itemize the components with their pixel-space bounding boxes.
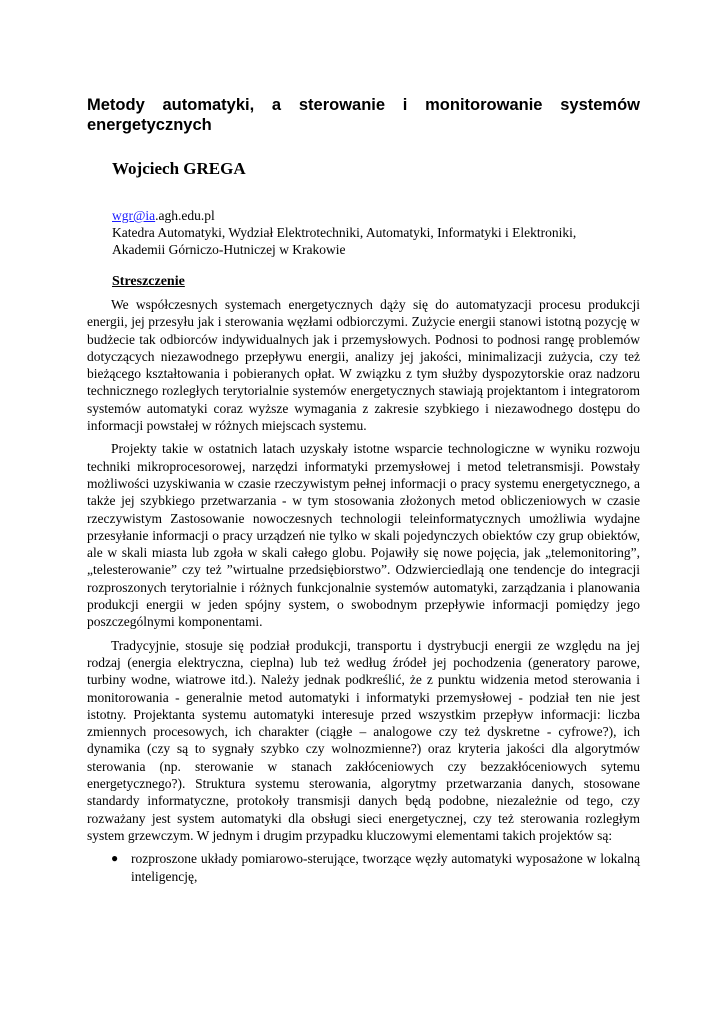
affiliation-line-1: Katedra Automatyki, Wydział Elektrotechniki, Automatyki, Informatyki i Elektroniki,	[112, 225, 577, 240]
list-item-text: rozproszone układy pomiarowo-sterujące, tworzące węzły automatyki wyposażone w lokalną inteligencję,	[131, 851, 640, 884]
abstract-body	[87, 296, 640, 885]
author-affiliation	[112, 207, 652, 258]
paper-title	[87, 95, 640, 135]
email-link[interactable]: wgr@ia	[112, 208, 156, 223]
bullet-icon: ●	[111, 851, 119, 866]
bullet-list	[87, 850, 640, 885]
paragraph: We współczesnych systemach energetycznych dąży się do automatyzacji procesu produkcji energii, jej przesyłu jak i sterowania węzłami odbiorczymi. Zużycie energii stanowi istotną pozycję w budżecie tak odbiorców indywidualnych jak i przemysłowych. Podnosi to podnosi rangę problemów dotyczących niezawodnego przepływu energii, analizy jej jakości, minimalizacji zużycia, czy też bieżącego kształtowania i pobieranych opłat. W związku z tym służby dyspozytorskie oraz nadzoru technicznego rozległych terytorialnie systemów energetycznych stawiają projektantom i integratorom systemów automatyki coraz wyższe wymagania z zakresie szybkiego i niezawodnego dostępu do informacji powstałej w różnych miejscach systemu.	[87, 297, 640, 434]
paragraph: Projekty takie w ostatnich latach uzyskały istotne wsparcie technologiczne w wyniku rozwoju techniki mikroprocesorowej, narzędzi informatyki przemysłowej i metod teletransmisji. Powstały możliwości uzyskiwania w czasie rzeczywistym pełnej informacji o pracy systemu energetycznego, a także jej szybkiego przetwarzania - w tym stosowania złożonych metod obliczeniowych w czasie rzeczywistym Zastosowanie nowoczesnych technologii teleinformatycznych umożliwia wydajne przesyłanie informacji o pracy urządzeń nie tylko w skali pojedynczych obiektów czy grup obiektów, ale w skali miasta lub zgoła w skali całego globu. Pojawiły się nowe pojęcia, jak „telemonitoring”, „telesterowanie” czy też ”wirtualne przedsiębiorstwo”. Odzwierciedlają one tendencje do integracji rozproszonych terytorialnie i różnych funkcjonalnie systemów automatyki, zarządzania i planowania produkcji energii w jeden spójny system, o swobodnym przepływie informacji pomiędzy jego poszczególnymi komponentami.	[87, 441, 640, 630]
email-domain: .agh.edu.pl	[155, 208, 215, 223]
affiliation-line-2: Akademii Górniczo-Hutniczej w Krakowie	[112, 242, 346, 257]
author-name: Wojciech GREGA	[112, 159, 246, 178]
list-item	[87, 850, 640, 885]
title-line-1: Metody automatyki, a sterowanie i monitorowanie systemów	[87, 96, 640, 114]
paragraph: Tradycyjnie, stosuje się podział produkcji, transportu i dystrybucji energii ze względu na jej rodzaj (energia elektryczna, cieplna) lub też według źródeł jej pochodzenia (generatory parowe, turbiny wodne, wiatrowe itd.). Należy jednak podkreślić, że z punktu widzenia metod sterowania i monitorowania - generalnie metod automatyki i informatyki przemysłowej - podział ten nie jest istotny. Projektanta systemu automatyki interesuje przed wszystkim przepływ informacji: liczba zmiennych procesowych, ich charakter (ciągłe – analogowe czy też dyskretne - cyfrowe?), ich dynamika (czy są to sygnały szybko czy wolnozmienne?) oraz kryteria jakości dla algorytmów sterowania (np. sterowanie w stanach zakłóceniowych czy bezzakłóceniowych sytemu energetycznego?). Struktura systemu sterowania, algorytmy przetwarzania danych, stosowane standardy informatyczne, protokoły transmisji danych będą podobne, niezależnie od tego, czy rozważany jest system automatyki dla obsługi sieci energetycznej, czy też sterowania rozległym system grzewczym. W jednym i drugim przypadku kluczowymi elementami takich projektów są:	[87, 637, 640, 843]
author-email	[112, 207, 652, 224]
abstract-heading: Streszczenie	[112, 274, 185, 289]
title-line-2: energetycznych	[87, 116, 212, 134]
